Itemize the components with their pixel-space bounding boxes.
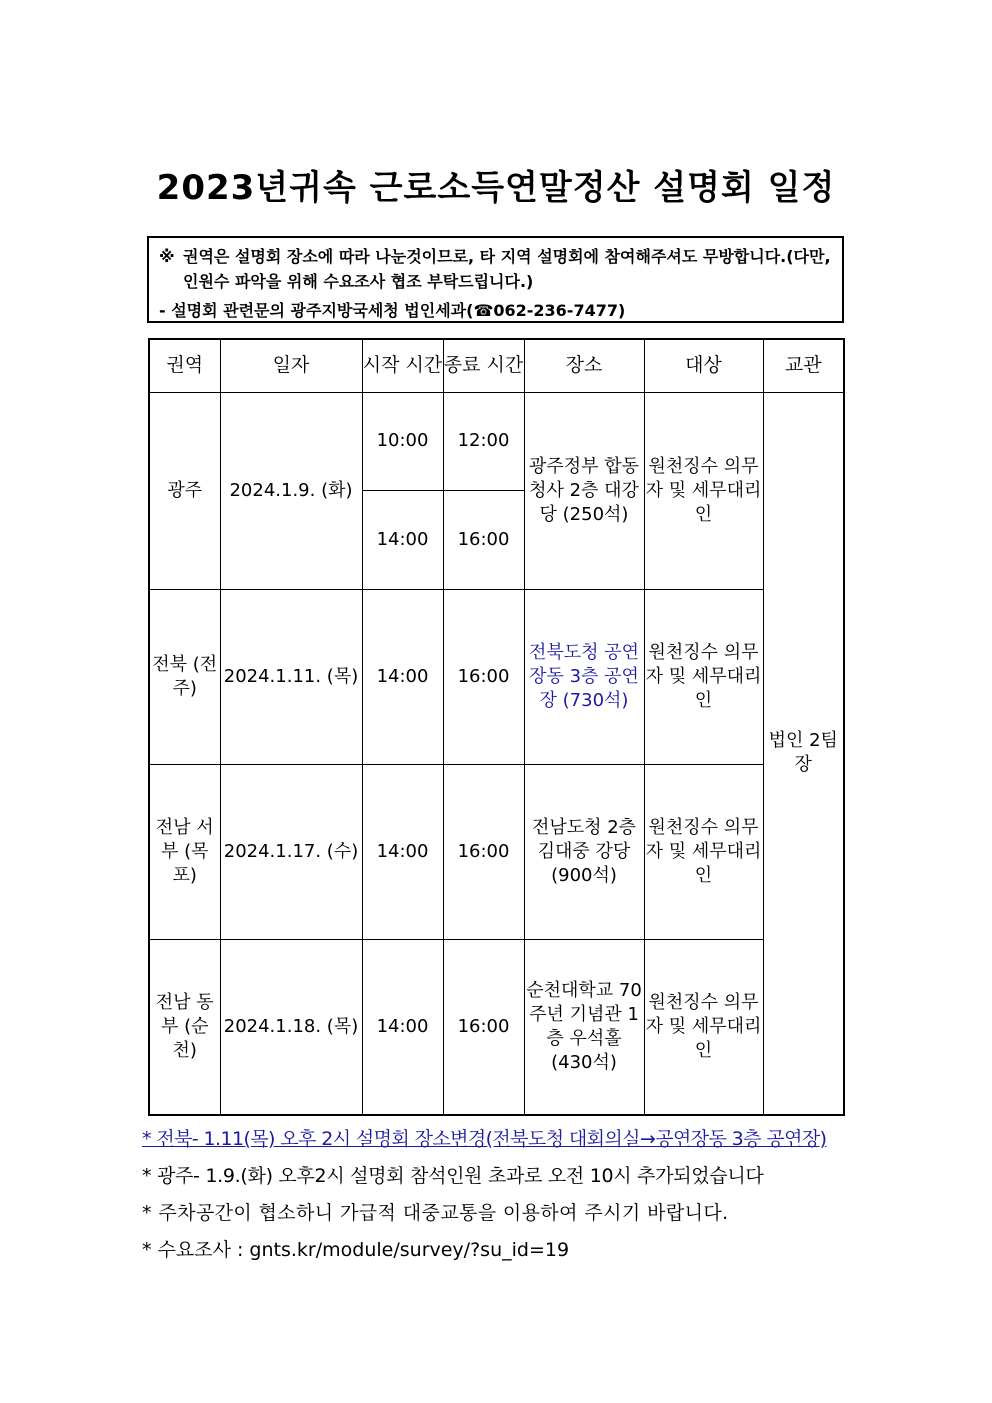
- region-cell: 전북 (전주): [149, 589, 220, 764]
- date-cell: 2024.1.11. (목): [220, 589, 362, 764]
- venue-cell: 순천대학교 70주년 기념관 1층 우석홀 (430석): [524, 939, 644, 1115]
- date-cell: 2024.1.18. (목): [220, 939, 362, 1115]
- target-cell: 원천징수 의무자 및 세무대리인: [644, 589, 763, 764]
- region-cell: 전남 서부 (목포): [149, 764, 220, 939]
- table-header-row: [149, 339, 844, 392]
- table-row: [149, 764, 844, 939]
- header-venue: 장소: [524, 339, 644, 392]
- note-survey-link[interactable]: * 수요조사 : gnts.kr/module/survey/?su_id=19: [142, 1239, 570, 1261]
- instructor-cell: 법인 2팀장: [763, 392, 844, 1115]
- header-instructor: 교관: [763, 339, 844, 392]
- end-time-cell: 16:00: [443, 764, 524, 939]
- schedule-table: [148, 338, 845, 1116]
- reference-mark: ※: [159, 247, 175, 266]
- start-time-cell: 10:00: [362, 392, 443, 490]
- notes-list: [142, 1122, 852, 1270]
- target-cell: 원천징수 의무자 및 세무대리인: [644, 392, 763, 589]
- contact-info: - 설명회 관련문의 광주지방국세청 법인세과(☎062-236-7477): [159, 301, 626, 320]
- region-cell: 전남 동부 (순천): [149, 939, 220, 1115]
- table-row: [149, 939, 844, 1115]
- header-target: 대상: [644, 339, 763, 392]
- target-cell: 원천징수 의무자 및 세무대리인: [644, 764, 763, 939]
- notice-text: 권역은 설명회 장소에 따라 나눈것이므로, 타 지역 설명회에 참여해주셔도 무방합니다.(다만, 인원수 파악을 위해 수요조사 협조 부탁드립니다.): [183, 247, 831, 291]
- note-venue-change: * 전북- 1.11(목) 오후 2시 설명회 장소변경(전북도청 대회의실→공연장동 3층 공연장): [142, 1128, 827, 1150]
- date-cell: 2024.1.9. (화): [220, 392, 362, 589]
- note-session-added: * 광주- 1.9.(화) 오후2시 설명회 참석인원 초과로 오전 10시 추가되었습니다: [142, 1165, 764, 1187]
- end-time-cell: 16:00: [443, 490, 524, 589]
- end-time-cell: 16:00: [443, 589, 524, 764]
- table-row: [149, 392, 844, 490]
- venue-cell: 전남도청 2층 김대중 강당 (900석): [524, 764, 644, 939]
- notice-box: [147, 236, 844, 323]
- header-end-time: 종료 시간: [443, 339, 524, 392]
- region-cell: 광주: [149, 392, 220, 589]
- end-time-cell: 16:00: [443, 939, 524, 1115]
- start-time-cell: 14:00: [362, 589, 443, 764]
- target-cell: 원천징수 의무자 및 세무대리인: [644, 939, 763, 1115]
- end-time-cell: 12:00: [443, 392, 524, 490]
- header-date: 일자: [220, 339, 362, 392]
- venue-cell: 광주정부 합동청사 2층 대강당 (250석): [524, 392, 644, 589]
- date-cell: 2024.1.17. (수): [220, 764, 362, 939]
- header-start-time: 시작 시간: [362, 339, 443, 392]
- start-time-cell: 14:00: [362, 490, 443, 589]
- page-title: 2023년귀속 근로소득연말정산 설명회 일정: [156, 168, 836, 208]
- note-parking: * 주차공간이 협소하니 가급적 대중교통을 이용하여 주시기 바랍니다.: [142, 1202, 729, 1224]
- table-row: [149, 589, 844, 764]
- start-time-cell: 14:00: [362, 939, 443, 1115]
- venue-cell: 전북도청 공연장동 3층 공연장 (730석): [524, 589, 644, 764]
- header-region: 권역: [149, 339, 220, 392]
- start-time-cell: 14:00: [362, 764, 443, 939]
